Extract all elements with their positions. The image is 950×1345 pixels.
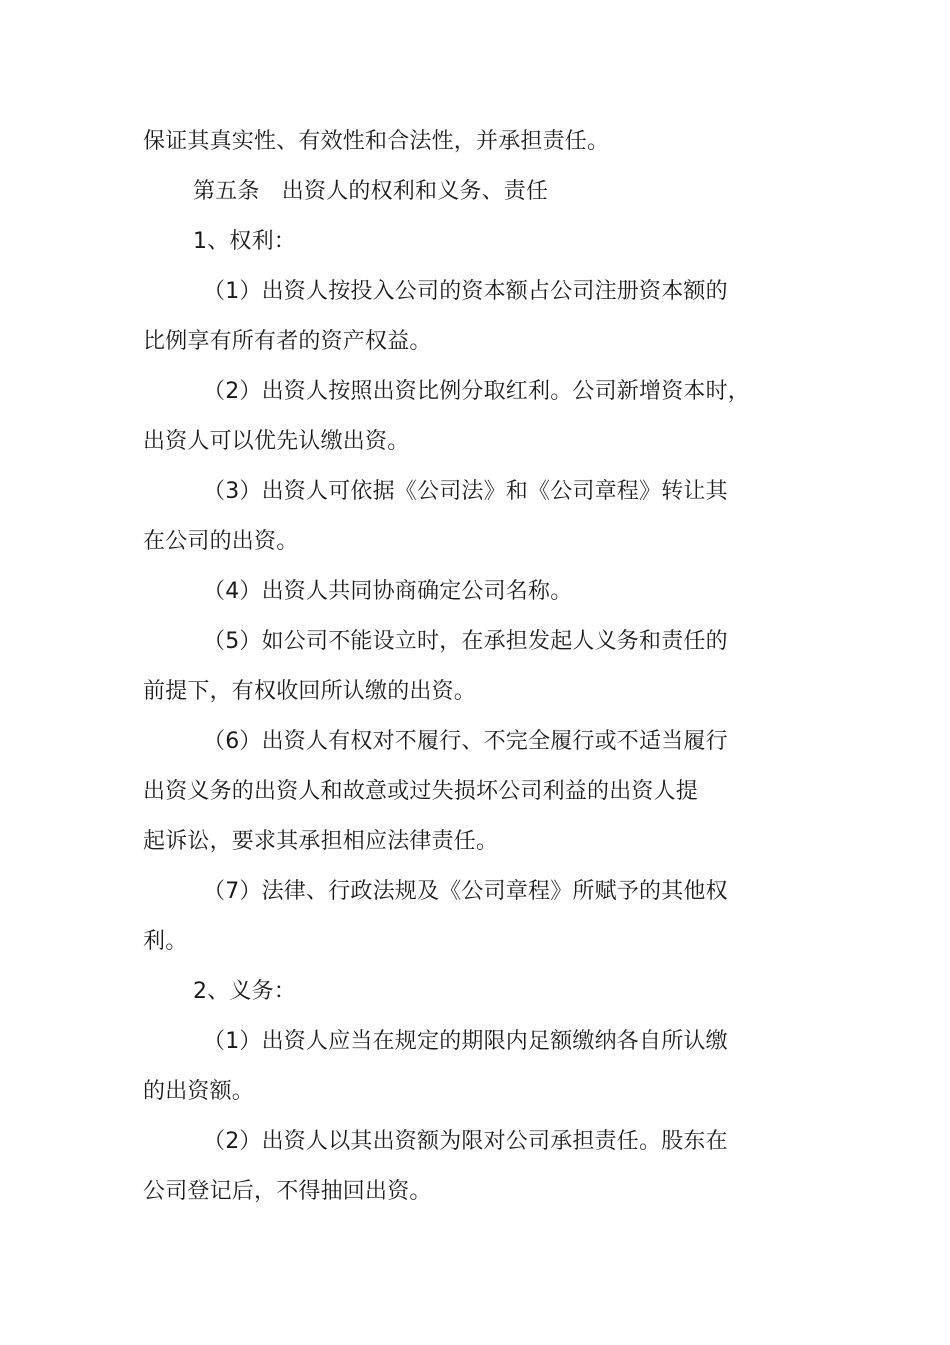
- text-line: （7）法律、行政法规及《公司章程》所赋予的其他权: [203, 879, 728, 904]
- text-line: 在公司的出资。: [143, 529, 299, 554]
- text-line: 前提下，有权收回所认缴的出资。: [143, 679, 477, 704]
- text-line: 出资人可以优先认缴出资。: [143, 429, 410, 454]
- text-line: （6）出资人有权对不履行、不完全履行或不适当履行: [203, 729, 728, 754]
- section-heading-rights: 1、权利：: [193, 229, 296, 254]
- text-line: 出资义务的出资人和故意或过失损坏公司利益的出资人提: [143, 779, 699, 804]
- text-line: （1）出资人按投入公司的资本额占公司注册资本额的: [203, 279, 728, 304]
- text-line: 公司登记后，不得抽回出资。: [143, 1179, 432, 1204]
- text-line: （5）如公司不能设立时，在承担发起人义务和责任的: [203, 629, 728, 654]
- text-line: 比例享有所有者的资产权益。: [143, 329, 432, 354]
- text-line: （4）出资人共同协商确定公司名称。: [203, 579, 573, 604]
- text-line: 起诉讼，要求其承担相应法律责任。: [143, 829, 499, 854]
- text-line: （1）出资人应当在规定的期限内足额缴纳各自所认缴: [203, 1029, 728, 1054]
- section-heading-obligations: 2、义务：: [193, 979, 296, 1004]
- text-line: 保证其真实性、有效性和合法性，并承担责任。: [143, 129, 610, 154]
- text-line: 的出资额。: [143, 1079, 255, 1104]
- article-heading: 第五条 出资人的权利和义务、责任: [193, 179, 549, 204]
- text-line: （3）出资人可依据《公司法》和《公司章程》转让其: [203, 479, 728, 504]
- text-line: （2）出资人按照出资比例分取红利。公司新增资本时，: [203, 379, 750, 404]
- text-line: （2）出资人以其出资额为限对公司承担责任。股东在: [203, 1129, 728, 1154]
- text-line: 利。: [143, 929, 188, 954]
